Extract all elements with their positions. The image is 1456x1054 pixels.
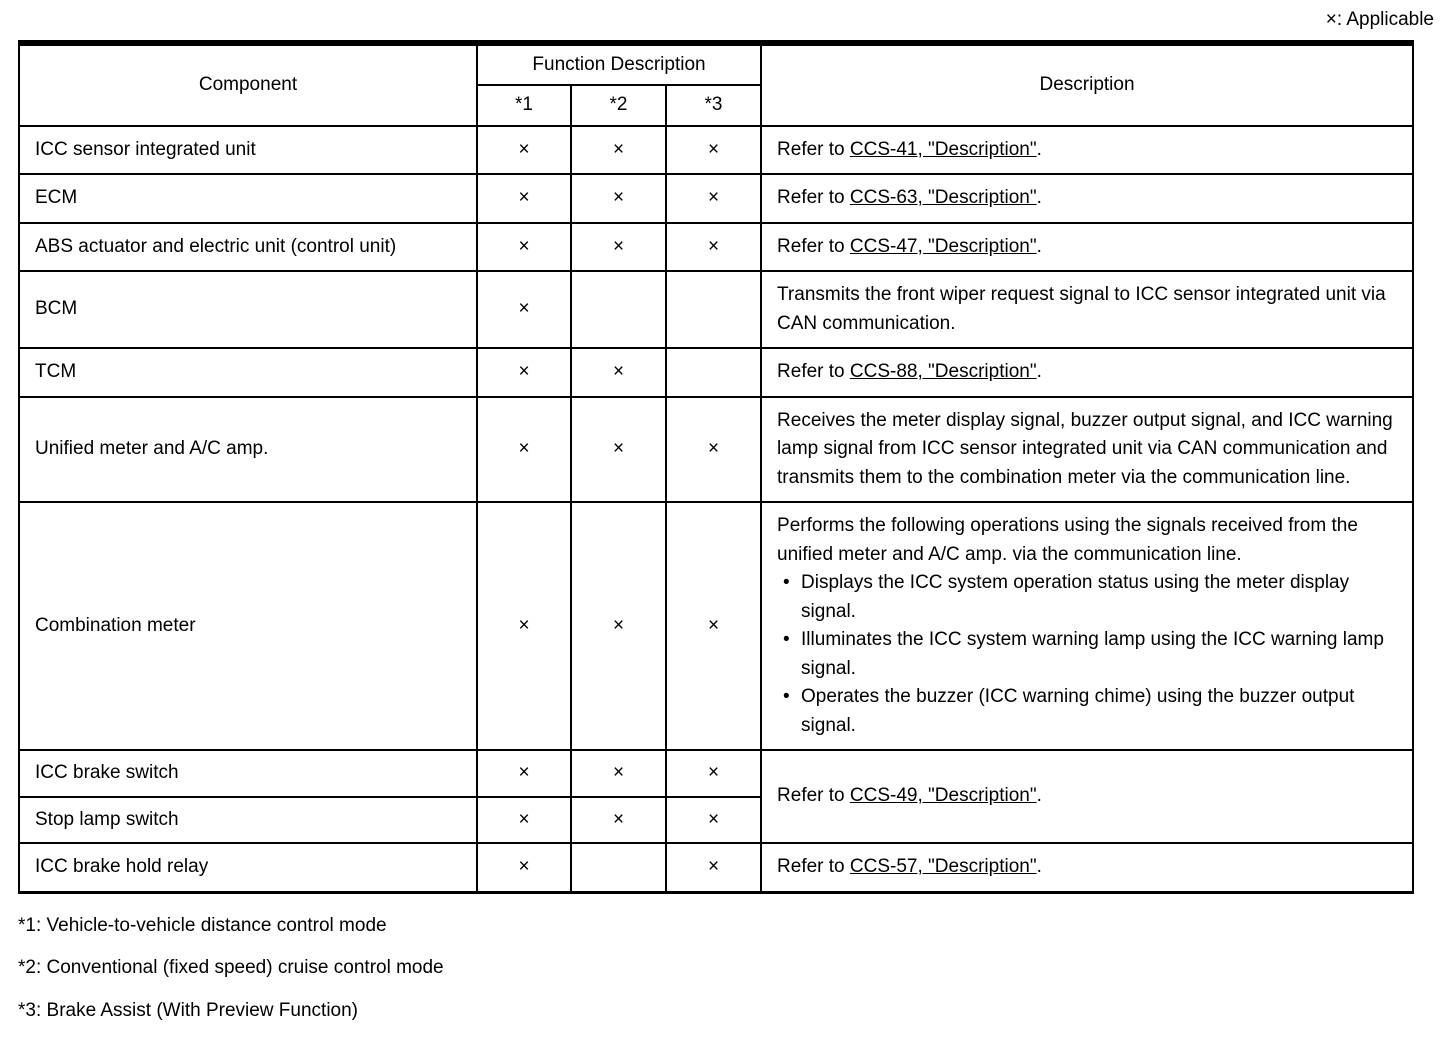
applicable-mark-3: × [666, 223, 761, 272]
applicable-mark-1: × [477, 271, 571, 348]
applicable-mark-2: × [571, 348, 666, 397]
header-row-top [19, 43, 1413, 86]
description-cell: Receives the meter display signal, buzzer output signal, and ICC warning lamp signal from ICC sensor integrated unit via CAN communication and transmits them to the combination meter via the communication line. [761, 397, 1413, 503]
component-cell: Unified meter and A/C amp. [19, 397, 477, 503]
applicable-mark-1: × [477, 126, 571, 175]
description-link[interactable]: CCS-47, "Description" [849, 235, 1037, 257]
applicable-mark-3: × [666, 397, 761, 503]
component-cell: ECM [19, 174, 477, 223]
applicable-mark-3 [666, 271, 761, 348]
applicable-mark-1: × [477, 797, 571, 844]
footnotes [18, 912, 1434, 1026]
footnote-1: *1: Vehicle-to-vehicle distance control mode [18, 914, 387, 936]
header-fn1: *1 [477, 85, 571, 126]
header-description: Description [761, 43, 1413, 126]
description-cell [761, 502, 1413, 750]
description-text: Refer to [777, 361, 850, 382]
component-function-table [18, 40, 1414, 894]
component-cell: Stop lamp switch [19, 797, 477, 844]
table-row-abs [19, 223, 1413, 272]
component-cell: ICC sensor integrated unit [19, 126, 477, 175]
component-cell: Combination meter [19, 502, 477, 750]
description-text: Refer to [777, 187, 850, 208]
table-row-icc-brake-switch [19, 750, 1413, 797]
description-cell [761, 174, 1413, 223]
header-fn2: *2 [571, 85, 666, 126]
bullet-item: • Displays the ICC system operation status using the meter display signal. [777, 569, 1398, 626]
applicable-mark-2: × [571, 174, 666, 223]
applicable-mark-3: × [666, 797, 761, 844]
applicable-mark-2: × [571, 502, 666, 750]
component-cell: ICC brake switch [19, 750, 477, 797]
applicable-mark-1: × [477, 223, 571, 272]
header-function-description: Function Description [477, 43, 761, 86]
table-row-ecm [19, 174, 1413, 223]
applicable-mark-1: × [477, 348, 571, 397]
description-text: . [1036, 856, 1042, 877]
table-row-icc-brake-hold-relay [19, 843, 1413, 892]
applicable-mark-3: × [666, 843, 761, 892]
applicable-mark-2: × [571, 126, 666, 175]
applicable-mark-1: × [477, 397, 571, 503]
description-text: . [1036, 785, 1042, 807]
description-text: Refer to [777, 785, 850, 807]
description-link[interactable]: CCS-57, "Description" [849, 856, 1037, 877]
applicable-mark-3: × [666, 126, 761, 175]
description-link[interactable]: CCS-49, "Description" [849, 785, 1037, 807]
description-text: . [1036, 235, 1042, 257]
description-text: Refer to [777, 235, 850, 257]
applicable-mark-3: × [666, 750, 761, 797]
description-text: Performs the following operations using the signals received from the unified meter and A/C amp. via the communication line. [777, 515, 1358, 565]
component-cell: TCM [19, 348, 477, 397]
component-cell: ABS actuator and electric unit (control unit) [19, 223, 477, 272]
applicable-mark-3 [666, 348, 761, 397]
description-bullets [777, 569, 1398, 740]
description-text: Refer to [777, 856, 850, 877]
description-link[interactable]: CCS-63, "Description" [849, 187, 1037, 208]
applicable-mark-2: × [571, 223, 666, 272]
applicable-mark-1: × [477, 750, 571, 797]
applicable-mark-2 [571, 843, 666, 892]
footnote-2: *2: Conventional (fixed speed) cruise control mode [18, 957, 444, 978]
description-cell [761, 223, 1413, 272]
component-cell: BCM [19, 271, 477, 348]
description-link[interactable]: CCS-88, "Description" [849, 361, 1037, 382]
applicable-mark-1: × [477, 174, 571, 223]
description-cell [761, 126, 1413, 175]
table-row-combination-meter [19, 502, 1413, 750]
bullet-item: • Illuminates the ICC system warning lamp using the ICC warning lamp signal. [777, 626, 1398, 683]
applicable-mark-2: × [571, 750, 666, 797]
header-component: Component [19, 43, 477, 126]
applicable-mark-2 [571, 271, 666, 348]
table-row-unified-meter [19, 397, 1413, 503]
description-text: . [1036, 187, 1042, 208]
footnote-3: *3: Brake Assist (With Preview Function) [18, 999, 358, 1021]
description-text: . [1036, 138, 1042, 160]
applicable-note: ×: Applicable [1325, 9, 1434, 30]
description-link[interactable]: CCS-41, "Description" [849, 138, 1037, 160]
table-row-bcm [19, 271, 1413, 348]
description-text: Refer to [777, 138, 850, 160]
description-cell [761, 348, 1413, 397]
applicable-mark-3: × [666, 502, 761, 750]
table-row-tcm [19, 348, 1413, 397]
applicable-mark-2: × [571, 397, 666, 503]
description-cell [761, 750, 1413, 843]
description-cell: Transmits the front wiper request signal to ICC sensor integrated unit via CAN communication. [761, 271, 1413, 348]
applicable-mark-2: × [571, 797, 666, 844]
header-fn3: *3 [666, 85, 761, 126]
applicable-mark-1: × [477, 502, 571, 750]
table-row-icc-sensor [19, 126, 1413, 175]
description-text: . [1036, 361, 1042, 382]
bullet-item: • Operates the buzzer (ICC warning chime) using the buzzer output signal. [777, 683, 1398, 740]
applicable-mark-1: × [477, 843, 571, 892]
applicable-mark-3: × [666, 174, 761, 223]
description-cell [761, 843, 1413, 892]
component-cell: ICC brake hold relay [19, 843, 477, 892]
